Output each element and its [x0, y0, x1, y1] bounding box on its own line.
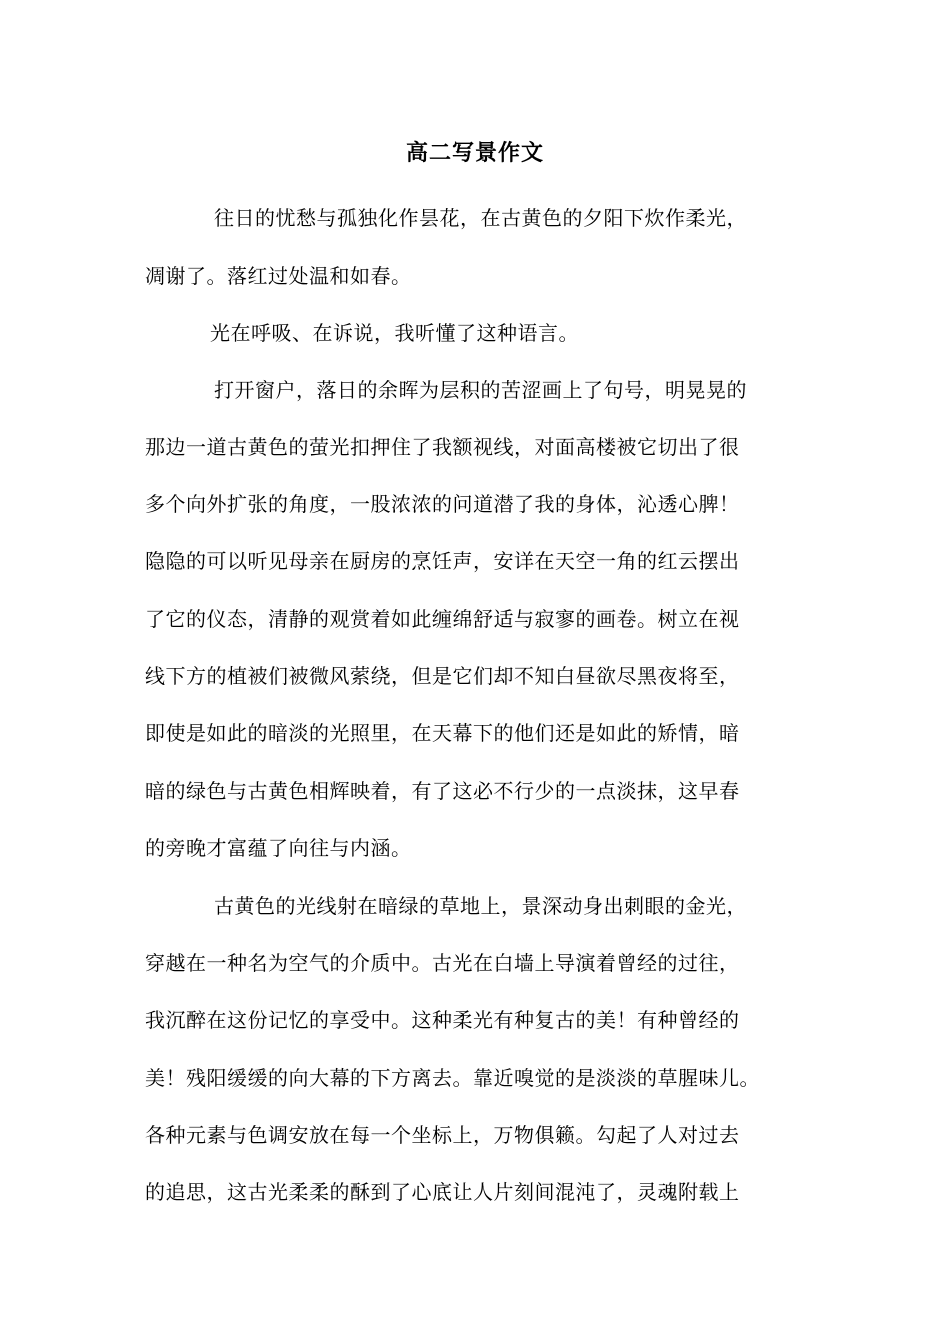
paragraph-line: 美！残阳缓缓的向大幕的下方离去。靠近嗅觉的是淡淡的草腥味儿。 [145, 1066, 760, 1090]
paragraph-line: 古黄色的光线射在暗绿的草地上，景深动身出刺眼的金光， [214, 894, 747, 918]
paragraph-line: 我沉醉在这份记忆的享受中。这种柔光有种复古的美！有种曾经的 [145, 1008, 740, 1032]
paragraph-line: 的旁晚才富蕴了向往与内涵。 [145, 836, 412, 860]
paragraph-line: 穿越在一种名为空气的介质中。古光在白墙上导演着曾经的过往， [145, 951, 740, 975]
paragraph-line: 的追思，这古光柔柔的酥到了心底让人片刻间混沌了，灵魂附载上 [145, 1180, 740, 1204]
paragraph-line: 那边一道古黄色的萤光扣押住了我额视线，对面高楼被它切出了很 [145, 435, 740, 459]
paragraph-line: 光在呼吸、在诉说，我听懂了这种语言。 [210, 321, 579, 345]
paragraph-line: 往日的忧愁与孤独化作昙花，在古黄色的夕阳下炊作柔光， [214, 206, 747, 230]
document-title: 高二写景作文 [405, 140, 544, 166]
paragraph-line: 凋谢了。落红过处温和如春。 [145, 264, 412, 288]
paragraph-line: 多个向外扩张的角度，一股浓浓的问道潜了我的身体，沁透心脾！ [145, 492, 740, 516]
paragraph-line: 暗的绿色与古黄色相辉映着，有了这必不行少的一点淡抹，这早春 [145, 779, 740, 803]
paragraph-line: 各种元素与色调安放在每一个坐标上，万物俱籁。勾起了人对过去 [145, 1123, 740, 1147]
paragraph-line: 即使是如此的暗淡的光照里，在天幕下的他们还是如此的矫情，暗 [145, 721, 740, 745]
paragraph-line: 隐隐的可以听见母亲在厨房的烹饪声，安详在天空一角的红云摆出 [145, 549, 740, 573]
paragraph-line: 了它的仪态，清静的观赏着如此缠绵舒适与寂寥的画卷。树立在视 [145, 607, 740, 631]
paragraph-line: 线下方的植被们被微风萦绕，但是它们却不知白昼欲尽黑夜将至， [145, 664, 740, 688]
paragraph-line: 打开窗户，落日的余晖为层积的苦涩画上了句号，明晃晃的 [214, 378, 747, 402]
